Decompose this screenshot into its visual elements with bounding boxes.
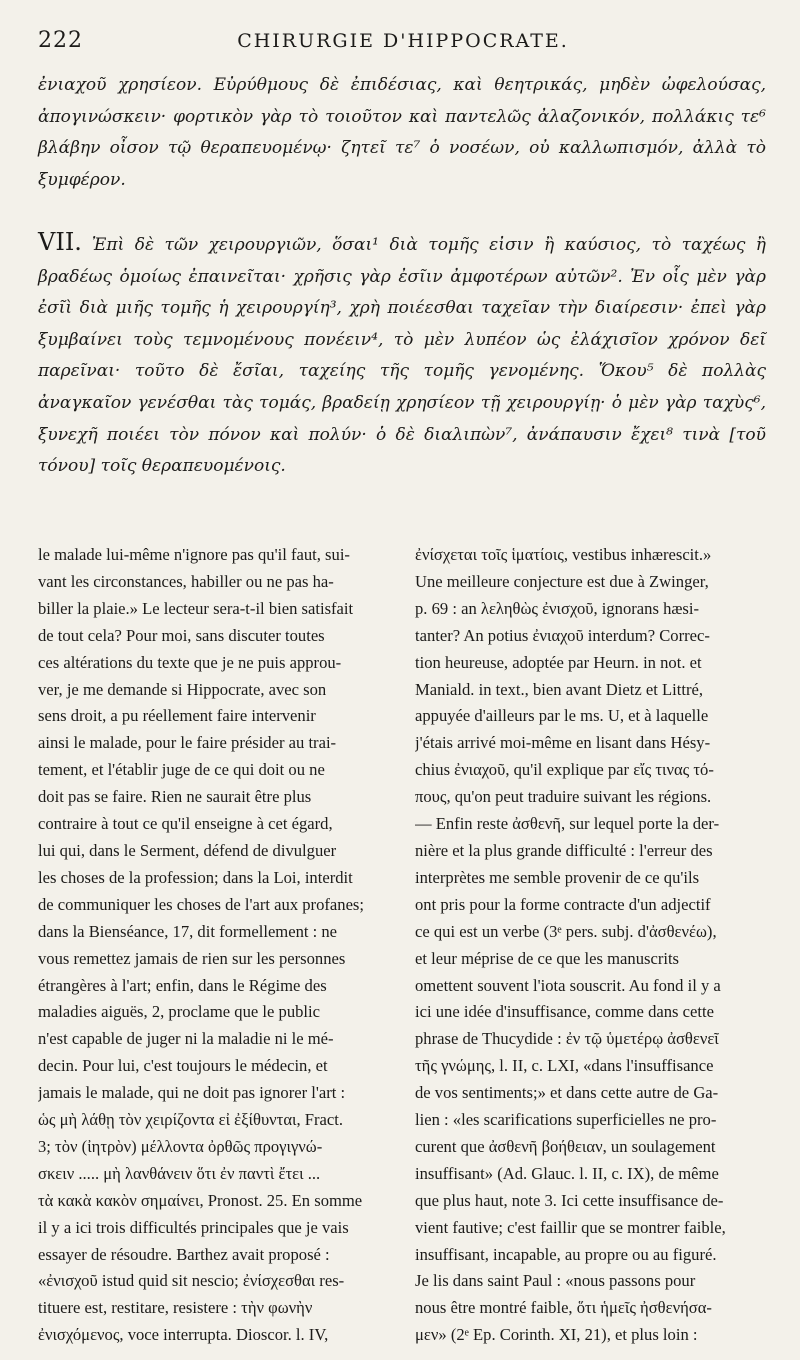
note-line: insuffisant, incapable, au propre ou au figuré.: [415, 1244, 717, 1264]
note-line: le malade lui-même n'ignore pas qu'il faut, sui-: [38, 545, 350, 564]
note-line: ces altérations du texte que je ne puis approu-: [38, 652, 342, 672]
note-line: phrase de Thucydide : ἐν τῷ ὑμετέρῳ ἀσθενεῖ: [415, 1029, 719, 1049]
greek-section-vii: [38, 227, 766, 483]
note-line: essayer de résoudre. Barthez avait proposé :: [38, 1244, 330, 1264]
note-line: ἐνισχόμενος, voce interrupta. Dioscor. l. IV,: [38, 1325, 329, 1345]
note-line: τῆς γνώμης, l. II, c. LXI, «dans l'insuffisance: [415, 1056, 714, 1076]
note-line: les choses de la profession; dans la Loi, interdit: [38, 867, 353, 887]
note-line: tanter? An potius ἐνιαχοῦ interdum? Correc-: [415, 625, 710, 645]
note-line: maladies aiguës, 2, proclame que le public: [38, 1002, 320, 1022]
note-line: de tout cela? Pour moi, sans discuter toutes: [38, 625, 325, 645]
note-line: de communiquer les choses de l'art aux profanes;: [38, 894, 365, 914]
note-line: tement, et l'établir juge de ce qui doit ou ne: [38, 760, 325, 780]
note-line: curent que ἀσθενῆ βοήθειαν, un soulagement: [415, 1136, 716, 1156]
note-line: n'est capable de juger ni la maladie ni le mé-: [38, 1029, 334, 1049]
note-line: πους, qu'on peut traduire suivant les régions.: [415, 787, 712, 807]
note-line: p. 69 : an λεληθὼς ἐνισχοῦ, ignorans hæsi-: [415, 598, 700, 618]
note-line: ici une idée d'insuffisance, comme dans cette: [415, 1002, 714, 1022]
note-line: ver, je me demande si Hippocrate, avec son: [38, 679, 327, 699]
note-line: dans la Bienséance, 17, dit formellement : ne: [38, 921, 338, 941]
section-text: Ἐπὶ δὲ τῶν χειρουργιῶν, ὅσαι¹ διὰ τομῆς εἰσιν ἢ καύσιος, τὸ ταχέως ἢ βραδέως ὁμοίως ἐπαινεῖται· χρῆσις γὰρ ἐσῖιν ἀμφοτέρων αὐτῶν². Ἐν οἷς μὲν γὰρ ἐσῖὶ διὰ μιῆς τομῆς ἡ χειρουργίη³, χρὴ ποιέεσθαι ταχεῖαν τὴν διαίρεσιν· ἐπεὶ γὰρ ξυμβαίνει τοὺς τεμνομένους πονέειν⁴, τὸ μὲν λυπέον ὡς ἐλάχισῖον χρόνον δεῖ παρεῖναι· τοῦτο δὲ ἔσῖαι, ταχείης τῆς τομῆς γενομένης. Ὅκου⁵ δὲ πολλὰς ἀναγκαῖον γενέσθαι τὰς τομάς, βραδείῃ χρησίεον τῇ χειρουργίῃ· ὁ μὲν γὰρ ταχὺς⁶, ξυνεχῆ ποιέει τὸν πόνον καὶ πολύν· ὁ δὲ διαλιπὼν⁷, ἀνάπαυσιν ἔχει⁸ τινὰ [τοῦ τόνου] τοῖς θεραπευομένοις.: [38, 235, 766, 477]
note-line: tituere est, restitare, resistere : τὴν φωνὴν: [38, 1298, 313, 1318]
note-line: decin. Pour lui, c'est toujours le médecin, et: [38, 1056, 328, 1076]
note-line: Maniald. in text., bien avant Dietz et Littré,: [415, 679, 703, 699]
note-line: j'étais arrivé moi-même en lisant dans Hésy-: [415, 733, 711, 753]
note-line: doit pas se faire. Rien ne saurait être plus: [38, 787, 312, 807]
page-number: 222: [38, 28, 83, 53]
note-line: contraire à tout ce qu'il enseigne à cet égard,: [38, 814, 333, 834]
note-line: chius ἐνιαχοῦ, qu'il explique par εἴς τινας τό-: [415, 760, 714, 780]
note-line: il y a ici trois difficultés principales que je vais: [38, 1217, 349, 1237]
note-line: τὰ κακὰ κακὸν σημαίνει, Pronost. 25. En somme: [38, 1190, 363, 1210]
running-title: CHIRURGIE D'HIPPOCRATE.: [237, 30, 569, 52]
page-header: [38, 28, 768, 60]
note-line: nous être montré faible, ὅτι ἡμεῖς ἠσθενήσα-: [415, 1298, 712, 1318]
note-line: σκειν ..... μὴ λανθάνειν ὅτι ἐν παντὶ ἔτει ...: [38, 1163, 321, 1183]
note-line: interprètes me semble provenir de ce qu'ils: [415, 867, 700, 887]
note-line: ὡς μὴ λάθῃ τὸν χειρίζοντα εἰ ἐξίθυνται, Fract.: [38, 1110, 344, 1130]
note-line: insuffisant» (Ad. Glauc. l. II, c. IX), de même: [415, 1163, 719, 1183]
note-line: lui qui, dans le Serment, défend de divulguer: [38, 840, 337, 860]
note-line: vous remettez jamais de rien sur les personnes: [38, 948, 346, 968]
note-line: lien : «les scarifications superficielles ne pro-: [415, 1110, 717, 1130]
section-number: VII.: [38, 228, 82, 256]
note-line: Je lis dans saint Paul : «nous passons pour: [415, 1271, 696, 1291]
notes-column-left: [38, 542, 388, 1349]
note-line: ont pris pour la forme contracte d'un adjectif: [415, 894, 711, 914]
note-line: omettent souvent l'iota souscrit. Au fond il y a: [415, 975, 721, 995]
note-line: ἐνίσχεται τοῖς ἱματίοις, vestibus inhærescit.»: [415, 545, 712, 564]
note-line: et leur méprise de ce que les manuscrits: [415, 948, 680, 968]
note-line: μεν» (2ᵉ Ep. Corinth. XI, 21), et plus loin :: [415, 1325, 698, 1345]
note-line: Une meilleure conjecture est due à Zwinger,: [415, 571, 709, 591]
note-line: ce qui est un verbe (3ᵉ pers. subj. d'ἀσθενέω),: [415, 921, 717, 941]
note-line: jamais le malade, qui ne doit pas ignorer l'art :: [38, 1083, 346, 1103]
note-line: 3; τὸν (ἰητρὸν) μέλλοντα ὀρθῶς προγιγνώ-: [38, 1136, 323, 1156]
note-line: de vos sentiments;» et dans cette autre de Ga-: [415, 1083, 719, 1103]
note-line: que plus haut, note 3. Ici cette insuffisance de-: [415, 1190, 724, 1210]
note-line: tion heureuse, adoptée par Heurn. in not. et: [415, 652, 702, 672]
note-line: appuyée d'ailleurs par le ms. U, et à laquelle: [415, 706, 709, 726]
note-line: vient fautive; c'est faillir que se montrer faible,: [415, 1217, 726, 1237]
note-line: «ἐνισχοῦ istud quid sit nescio; ἐνίσχεσθαι res-: [38, 1271, 345, 1291]
note-line: ainsi le malade, pour le faire présider au trai-: [38, 733, 337, 753]
note-line: biller la plaie.» Le lecteur sera-t-il bien satisfait: [38, 598, 354, 618]
notes-column-right: [415, 542, 767, 1349]
note-line: étrangères à l'art; enfin, dans le Régime des: [38, 975, 327, 995]
greek-text-block: ἐνιαχοῦ χρησίεον. Εὐρύθμους δὲ ἐπιδέσιας, καὶ θεητρικάς, μηδὲν ὠφελούσας, ἀπογινώσκειν· φορτικὸν γὰρ τὸ τοιοῦτον καὶ παντελῶς ἀλαζονικόν, πολλάκις τε⁶ βλάβην οἶσον τῷ θεραπευομένῳ· ζητεῖ τε⁷ ὁ νοσέων, οὐ καλλωπισμόν, ἀλλὰ τὸ ξυμφέρον.: [38, 75, 766, 190]
note-line: — Enfin reste ἀσθενῆ, sur lequel porte la der-: [415, 814, 720, 834]
note-line: vant les circonstances, habiller ou ne pas ha-: [38, 571, 334, 591]
note-line: sens droit, a pu réellement faire intervenir: [38, 706, 316, 726]
note-line: nière et la plus grande difficulté : l'erreur des: [415, 840, 713, 860]
